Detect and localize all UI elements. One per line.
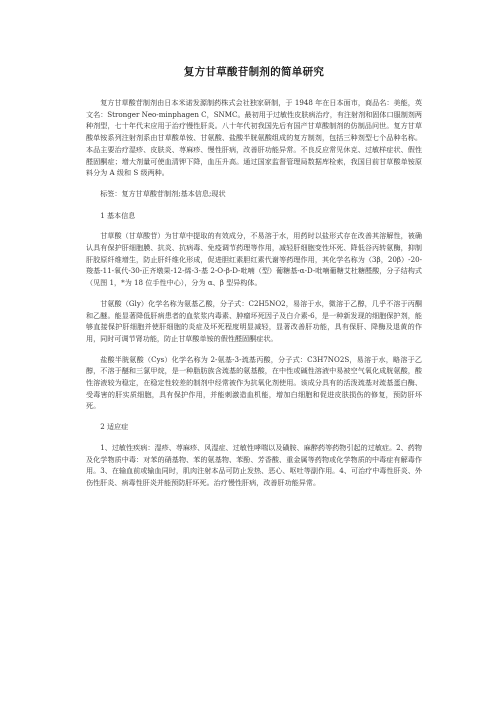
abstract-paragraph: 复方甘草酸苷制剂由日本米诺发源制药株式会社独家研制，于 1948 年在日本面市，商品名：美能，英文名：Stronger Neo-minphagen C，SNMC。最初用于过敏性皮肤病治疗，有注射剂和固体口服制剂两种剂型，七十年代末应用于治疗慢性肝炎。八十年代初我国先后有国产甘草酸制剂的仿制品问世。复方甘草酸单铵系列注射剂系由甘草酸单铵、甘氨酸、盐酸半胱氨酸组成的复方制剂，包括三种剂型七个品种名称。本品主要治疗湿疹、皮肤炎、荨麻疹、慢性肝病，改善肝功能异常。不良反应常见休克、过敏样症状、假性醛固酮症；增大剂量可使血清钾下降，血压升高。通过国家监督管理局数据库检索，我国目前甘草酸单铵原料分为 A 级和 S 级两种。 (86, 98, 422, 178)
section-2-heading: 2 适应症 (100, 422, 129, 432)
section-2-paragraph-indications: 1、过敏性疾病：湿疹、荨麻疹、风湿症、过敏性哮喘以及磺胺、麻醉药等药物引起的过敏症。2、药物及化学物质中毒：对苯的硝基物、苯的氨基物、苯酚、芳香酸、重金属等药物或化学物质的中毒症有解毒作用。3、在输血前或输血同时，肌肉注射本品可防止发热、恶心、呕吐等副作用。4、可治疗中毒性肝炎、外伤性肝炎、病毒性肝炎并能预防肝坏死。治疗慢性肝病，改善肝功能异常。 (86, 442, 422, 487)
section-1-paragraph-glycyrrhizin: 甘草酸（甘草酸苷）为甘草中提取的有效成分，不易溶于水，用药时以盐形式存在改善其溶解性，被确认具有保护肝细胞膜、抗炎、抗病毒、免疫调节药理等作用，减轻肝细胞变性坏死、降低谷丙转氨酶，抑制肝胶原纤维增生，防止肝纤维化形成，促进胆红素胆红素代谢等药理作用，其化学名称为（3β，20β）-20-羧基-11-氧代-30-正齐墩果-12-烯-3-基 2-O-β-D-吡喃（型）葡糖基-α-D-吡喃葡糖艾杜糖醛酸，分子结构式（见图 1，*为 18 位手性中心），分为 α、β 型异构体。 (86, 231, 422, 288)
section-1-paragraph-cysteine: 盐酸半胱氨酸（Cys）化学名称为 2-氨基-3-巯基丙酸，分子式：C3H7NO2S，易溶于水，略溶于乙醇，不溶于醚和三氯甲烷，是一种脂肪族含巯基的氨基酸，在中性或碱性溶液中易被空气氧化成胱氨酸，酸性溶液较为稳定，在稳定性较差的制剂中经常被作为抗氧化剂使用。该成分具有的活泼巯基对巯基蛋白酶、受毒害的肝实质细胞，具有保护作用，并能刺激造血机能，增加白细胞和促进皮肤损伤的修复，预防肝坏死。 (86, 354, 422, 411)
document-title: 复方甘草酸苷制剂的简单研究 (183, 66, 325, 78)
keywords-line: 标签：复方甘草酸苷制剂;基本信息;现状 (100, 188, 226, 198)
section-1-paragraph-glycine: 甘氨酸（Gly）化学名称为氨基乙酸，分子式：C2H5NO2，易溶于水，微溶于乙醇，几乎不溶于丙酮和乙醚。能显著降低肝病患者的血浆浆内毒素、肿瘤坏死因子及白介素-6，是一种新发现的细胞保护剂，能够直接保护肝细胞并使肝细胞的炎症及坏死程度明显减轻，显著改善肝功能，具有保肝、降酶及退黄的作用，同时可调节肾功能，防止甘草酸单铵的假性醛固酮症状。 (86, 298, 422, 343)
section-1-heading: 1 基本信息 (100, 210, 136, 220)
